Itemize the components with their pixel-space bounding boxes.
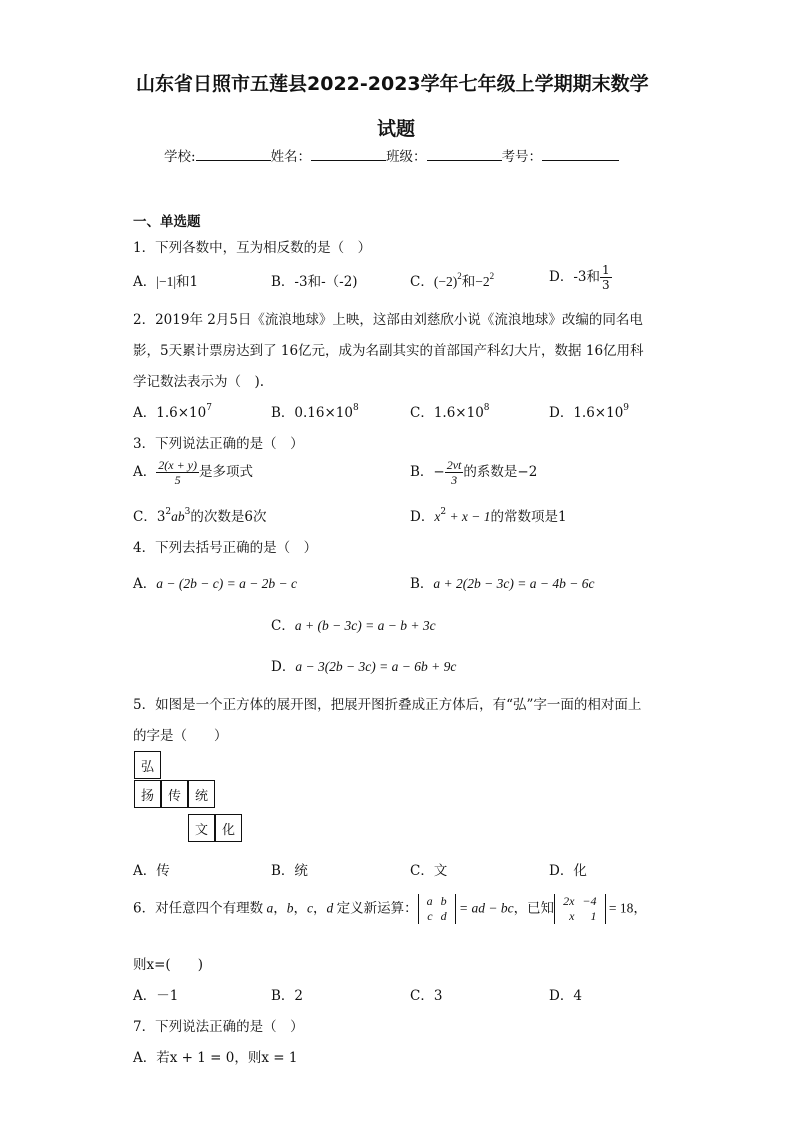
school-blank[interactable]: [196, 148, 271, 161]
q2-stem-line1: 2．2019年 2月5日《流浪地球》上映，这部由刘慈欣小说《流浪地球》改编的同名电: [133, 312, 643, 328]
q6-option-c: C．3: [410, 988, 443, 1004]
page-title-line2: 试题: [377, 118, 416, 140]
q2-option-b: B．$0.16\times 10^8$: [271, 403, 359, 421]
net-cell-hong: 弘: [134, 751, 161, 779]
q6-option-d: D．4: [549, 988, 582, 1004]
q5-stem-line2: 的字是（ ）: [133, 728, 228, 744]
q5-option-d: D．化: [549, 863, 587, 879]
q5-option-a: A．传: [133, 863, 170, 879]
exam-no-blank[interactable]: [542, 148, 619, 161]
class-label: 班级：: [386, 149, 427, 165]
q4-option-c: C．a + (b − 3c) = a − b + 3c: [271, 618, 436, 634]
q3-option-a: A． $\frac{2(x + y)}{5}$ 是多项式: [133, 458, 253, 487]
q6-option-a: A．－1: [133, 988, 179, 1004]
q4-stem: 4．下列去括号正确的是（ ）: [133, 540, 318, 556]
q5-option-c: C．文: [410, 863, 448, 879]
q6-option-b: B．2: [271, 988, 304, 1004]
net-cell-tong: 统: [188, 780, 215, 808]
q3-stem: 3．下列说法正确的是（ ）: [133, 436, 304, 452]
q6-stem: 6．对任意四个有理数 a，b，c，d 定义新运算： a b c d = ad − bc，已知 2x −4 x 1 = 18，: [133, 894, 647, 923]
q2-option-a: A．$1.6\times 10^7$: [133, 403, 212, 421]
q7-option-a: A．若x + 1 = 0，则x = 1: [133, 1050, 298, 1066]
q5-option-b: B．统: [271, 863, 308, 879]
q6-line2: 则x=( ): [133, 957, 203, 973]
q5-stem-line1: 5．如图是一个正方体的展开图，把展开图折叠成正方体后，有“弘”字一面的相对面上: [133, 697, 642, 713]
net-cell-hua: 化: [215, 814, 242, 842]
q2-option-d: D．$1.6\times 10^9$: [549, 403, 630, 421]
q3-option-b: B．− $\frac{2vt}{3}$ 的系数是−2: [410, 458, 538, 487]
net-cell-chuan: 传: [161, 780, 188, 808]
q4-option-b: B．a + 2(2b − 3c) = a − 4b − 6c: [410, 576, 595, 592]
q7-stem: 7．下列说法正确的是（ ）: [133, 1019, 304, 1035]
q4-option-d: D．a − 3(2b − 3c) = a − 6b + 9c: [271, 659, 457, 675]
info-row: [164, 145, 619, 165]
q1-option-b: B．-3和-（-2): [271, 274, 358, 290]
name-blank[interactable]: [311, 148, 386, 161]
net-cell-yang: 扬: [134, 780, 161, 808]
net-cell-wen: 文: [188, 814, 215, 842]
section-heading: 一、单选题: [133, 214, 201, 230]
determinant-definition: a b c d: [418, 894, 456, 924]
class-blank[interactable]: [427, 148, 502, 161]
school-label: 学校:: [164, 149, 196, 165]
name-label: 姓名：: [270, 149, 312, 165]
q3-option-c: C．$3^2ab^3$的次数是6次: [133, 507, 267, 525]
q2-stem-line2: 影，5天累计票房达到了 16亿元，成为名副其实的首部国产科幻大片，数据 16亿用科: [133, 343, 644, 359]
determinant-given: 2x −4 x 1: [554, 894, 605, 924]
q1-option-c: C．$(-2)^2$和$-2^2$: [410, 271, 495, 290]
q1-option-d: D．-3和 $\frac{1}{3}$: [549, 263, 610, 292]
q2-option-c: C．$1.6\times 10^8$: [410, 403, 490, 421]
q1-stem: 1．下列各数中，互为相反数的是（ ）: [133, 240, 372, 256]
q1-option-a: A．|−1|和1: [133, 274, 199, 290]
q2-stem-line3: 学记数法表示为（ ).: [133, 374, 265, 390]
q3-option-d: D．$x^2 + x - 1$的常数项是1: [410, 507, 567, 525]
q4-option-a: A．a − (2b − c) = a − 2b − c: [133, 576, 298, 592]
exam-no-label: 考号：: [501, 149, 543, 165]
page-title-line1: 山东省日照市五莲县2022-2023学年七年级上学期期末数学: [136, 73, 649, 95]
